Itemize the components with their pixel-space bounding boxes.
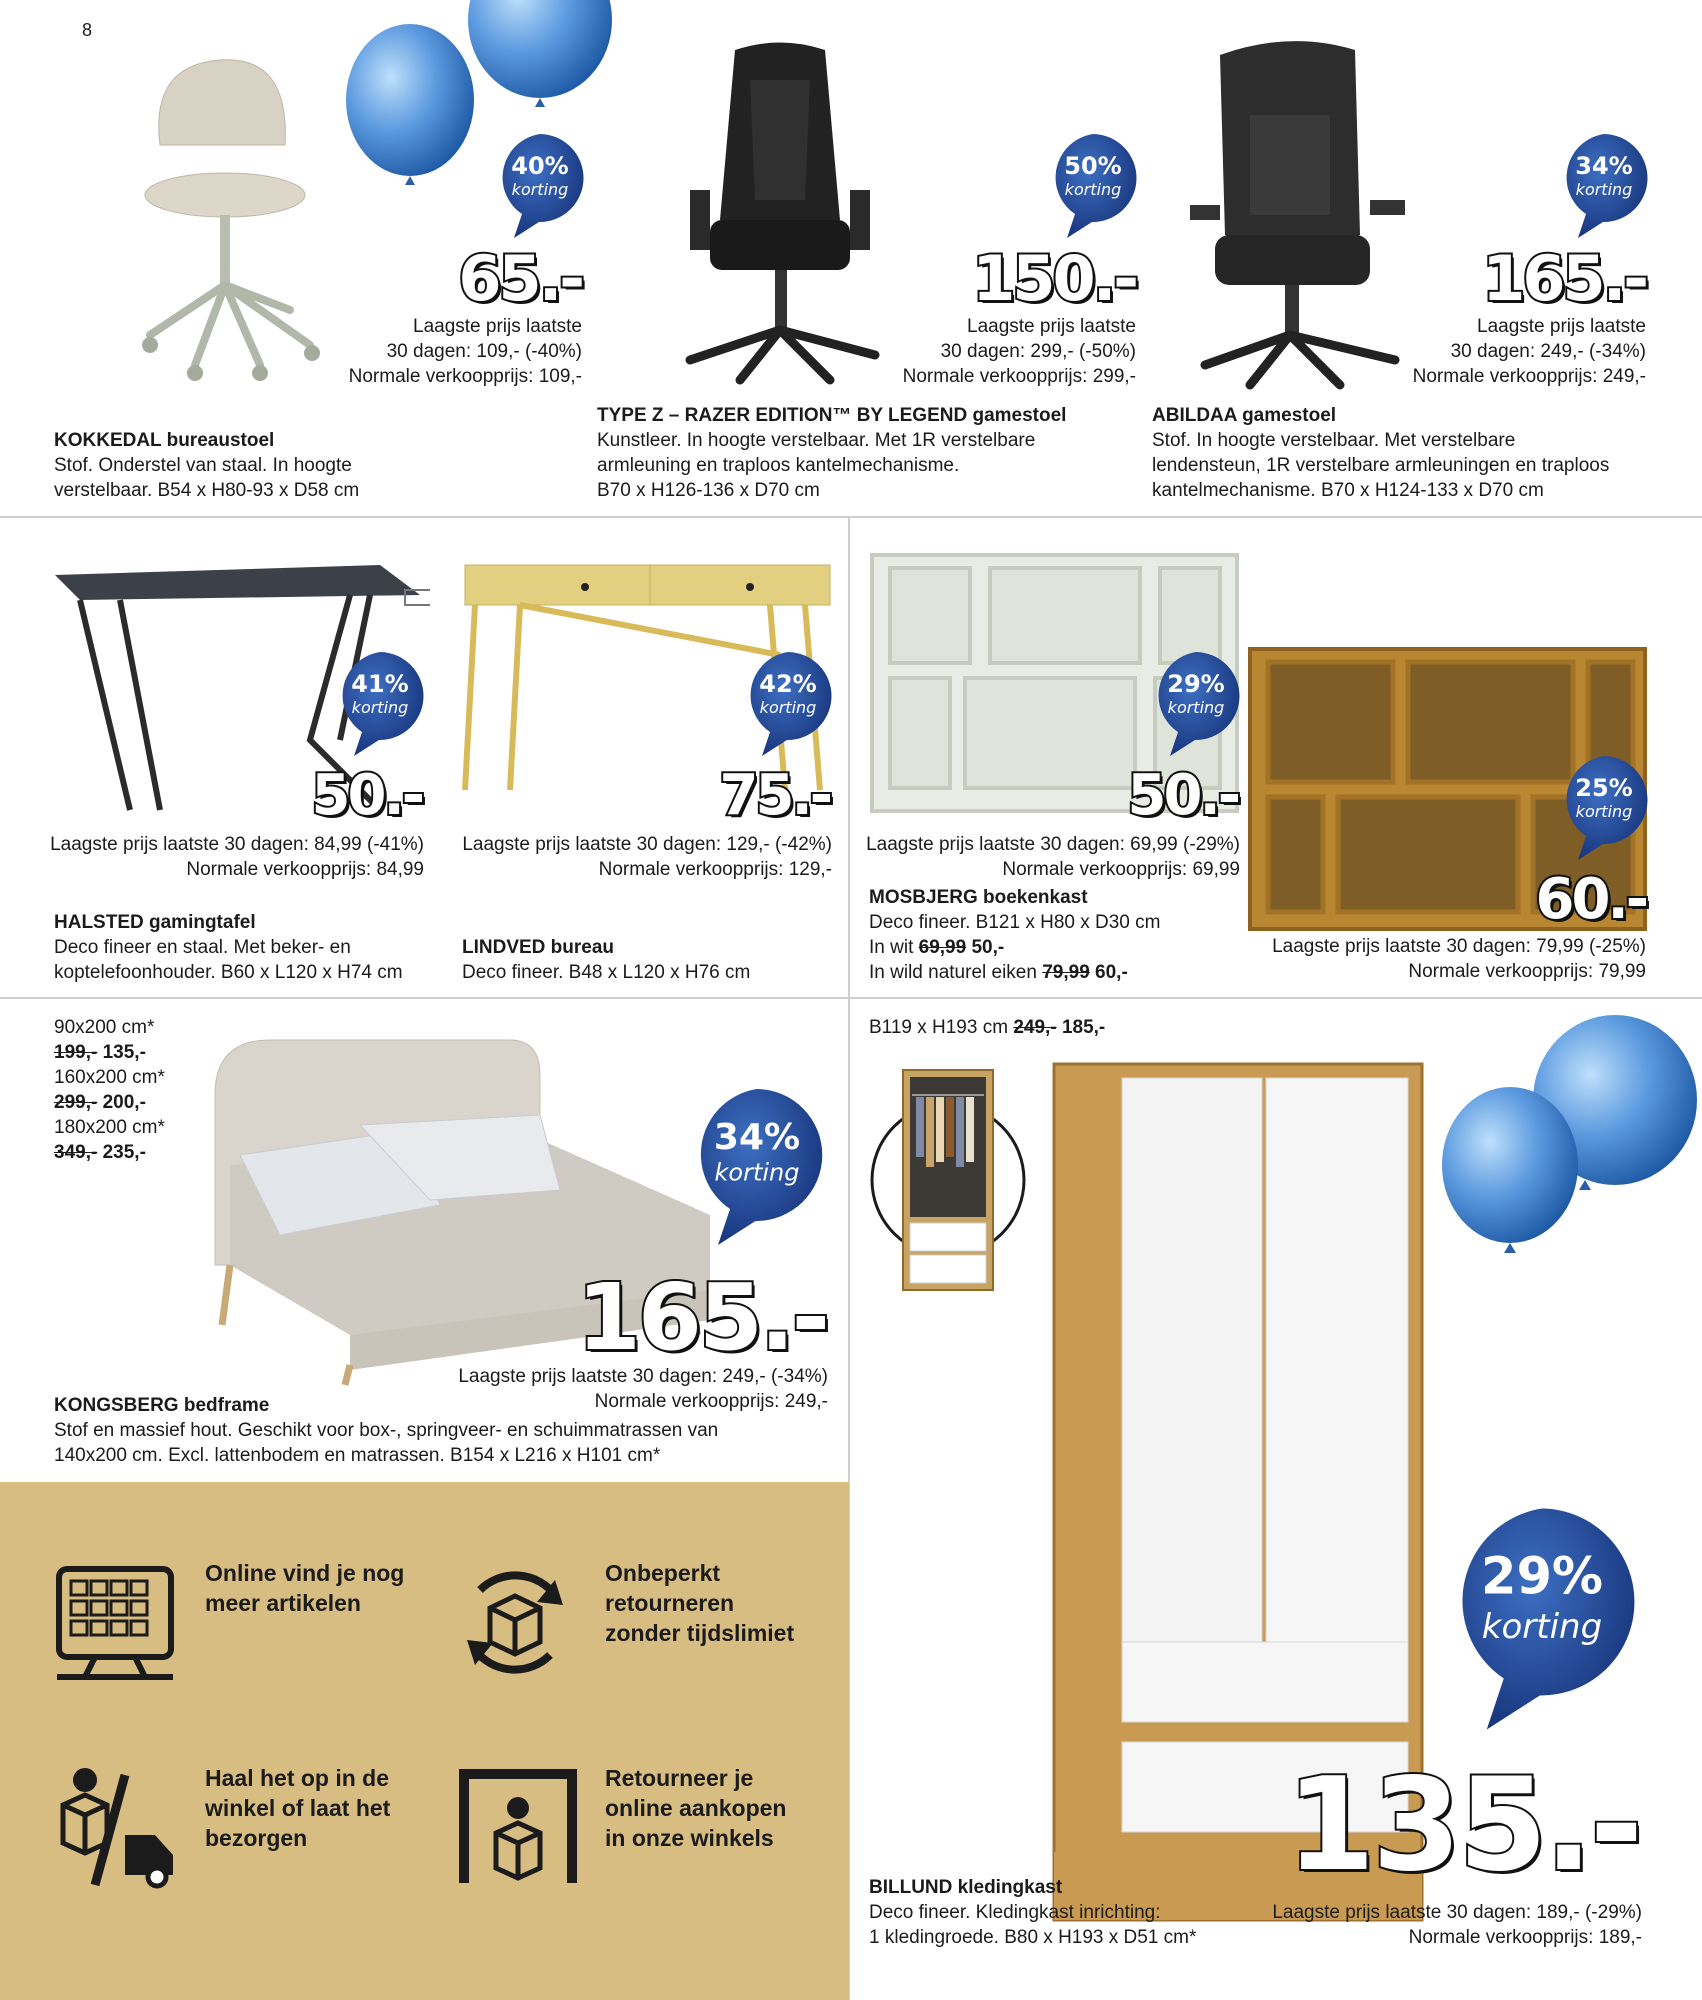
halsted-name: HALSTED gamingtafel xyxy=(54,912,256,933)
kongsberg-badge-percent: 34% xyxy=(713,1117,801,1158)
billund-name: BILLUND kledingkast xyxy=(869,1877,1063,1898)
pickup-delivery-icon xyxy=(55,1765,180,1890)
mosbjerg-info: MOSBJERG boekenkast Deco fineer. B121 x H80 x D30 cm In wit 69,99 50,- In wild naturel eiken 79,99 60,- xyxy=(869,887,1161,983)
kongsberg-size-list: 90x200 cm* 199,- 135,- 160x200 cm* 299,- 200,- 180x200 cm* 349,- 235,- xyxy=(54,1017,165,1163)
balloons-decoration xyxy=(340,0,640,200)
lindved-price: 75.- xyxy=(719,763,830,828)
mosbjerg-badge-percent: 29% xyxy=(1167,670,1225,698)
lindved-name: LINDVED bureau xyxy=(462,937,615,958)
lindved-badge-percent: 42% xyxy=(759,670,817,698)
badge-korting-label: korting xyxy=(1481,1607,1603,1648)
mosbjerg-name: MOSBJERG boekenkast xyxy=(869,887,1088,908)
badge-korting-label: korting xyxy=(511,180,569,199)
billund-price: 135.- xyxy=(1286,1751,1640,1900)
mosbjerg-variant-oak: In wild naturel eiken 79,99 60,- xyxy=(869,962,1128,983)
badge-korting-label: korting xyxy=(714,1158,800,1187)
badge-korting-label: korting xyxy=(351,698,409,717)
mosbjerg-discount-badge xyxy=(1148,648,1244,760)
kongsberg-info: KONGSBERG bedframe Stof en massief hout. Geschikt voor box-, springveer- en schuimmatrassen van 140x200 cm. Excl. lattenbodem en matrassen. B154 x L216 x H101 cm* xyxy=(54,1395,719,1466)
page-number: 8 xyxy=(82,20,93,40)
typez-discount-badge xyxy=(1045,130,1141,242)
typez-name: TYPE Z – RAZER EDITION™ BY LEGEND gamestoel xyxy=(597,405,1067,426)
abildaa-badge-percent: 34% xyxy=(1575,152,1633,180)
badge-korting-label: korting xyxy=(759,698,817,717)
typez-price: 150.- xyxy=(972,242,1136,315)
divider-row1 xyxy=(0,516,1702,518)
mosbjerg-price: 50.- xyxy=(1127,763,1238,828)
abildaa-info: ABILDAA gamestoel Stof. In hoogte verstelbaar. Met verstelbare lendensteun, 1R verstelbare armleuningen en traploos kantelmechanisme. B70 x H124-133 x D70 cm xyxy=(1152,405,1610,501)
feature-pickup-title: Haal het op in de winkel of laat het bezorgen xyxy=(205,1765,391,1851)
typez-price-note: Laagste prijs laatste 30 dagen: 299,- (-50%) Normale verkoopprijs: 299,- xyxy=(902,316,1136,387)
divider-row2 xyxy=(0,997,1702,999)
mosbjerg-oak-badge-percent: 25% xyxy=(1575,774,1633,802)
feature-online-title: Online vind je nog meer artikelen xyxy=(205,1560,405,1616)
lindved-price-note: Laagste prijs laatste 30 dagen: 129,- (-42%) Normale verkoopprijs: 129,- xyxy=(462,834,832,880)
kokkedal-badge-percent: 40% xyxy=(511,152,569,180)
halsted-badge-percent: 41% xyxy=(351,670,409,698)
halsted-info: HALSTED gamingtafel Deco fineer en staal. Met beker- en koptelefoonhouder. B60 x L120 x H74 cm xyxy=(54,912,403,983)
billund-badge-percent: 29% xyxy=(1480,1547,1604,1607)
kokkedal-discount-badge xyxy=(492,130,588,242)
kokkedal-price-note: Laagste prijs laatste 30 dagen: 109,- (-40%) Normale verkoopprijs: 109,- xyxy=(348,316,582,387)
return-box-icon xyxy=(455,1560,575,1685)
kongsberg-price-note: Laagste prijs laatste 30 dagen: 249,- (-34%) Normale verkoopprijs: 249,- xyxy=(458,1366,828,1412)
balloons-decoration-right xyxy=(1430,1015,1702,1295)
typez-chair-image xyxy=(680,40,890,390)
lindved-discount-badge xyxy=(740,648,836,760)
store-return-icon xyxy=(458,1768,578,1888)
billund-info: BILLUND kledingkast Deco fineer. Kledingkast inrichting: 1 kledingroede. B80 x H193 x D51 cm* xyxy=(869,1877,1197,1948)
abildaa-discount-badge xyxy=(1556,130,1652,242)
billund-discount-badge xyxy=(1440,1500,1644,1738)
kokkedal-info: KOKKEDAL bureaustoel Stof. Onderstel van staal. In hoogte verstelbaar. B54 x H80-93 x D58 cm xyxy=(54,430,360,501)
badge-korting-label: korting xyxy=(1575,180,1633,199)
mosbjerg-variant-white: In wit 69,99 50,- xyxy=(869,937,1005,958)
typez-badge-percent: 50% xyxy=(1064,152,1122,180)
mosbjerg-oak-price: 60.- xyxy=(1535,867,1646,932)
feature-store-return-title: Retourneer je online aankopen in onze winkels xyxy=(605,1765,787,1851)
monitor-boxes-icon xyxy=(55,1565,175,1685)
kokkedal-chair-image xyxy=(140,55,360,385)
lindved-info: LINDVED bureau Deco fineer. B48 x L120 x H76 cm xyxy=(462,937,751,983)
abildaa-name: ABILDAA gamestoel xyxy=(1152,405,1337,426)
kokkedal-name: KOKKEDAL bureaustoel xyxy=(54,430,275,451)
feature-returns-title: Onbeperkt retourneren zonder tijdslimiet xyxy=(605,1560,795,1646)
kongsberg-discount-badge xyxy=(685,1083,829,1251)
halsted-price: 50.- xyxy=(311,763,422,828)
billund-dims-price: B119 x H193 cm 249,- 185,- xyxy=(869,1017,1106,1038)
halsted-price-note: Laagste prijs laatste 30 dagen: 84,99 (-41%) Normale verkoopprijs: 84,99 xyxy=(50,834,424,880)
halsted-discount-badge xyxy=(332,648,428,760)
typez-info: TYPE Z – RAZER EDITION™ BY LEGEND gamestoel Kunstleer. In hoogte verstelbaar. Met 1R verstelbare armleuning en traploos kantelmechanisme. B70 x H126-136 x D70 cm xyxy=(597,405,1067,501)
abildaa-price: 165.- xyxy=(1482,242,1646,315)
billund-interior-inset-image xyxy=(868,1065,1028,1295)
badge-korting-label: korting xyxy=(1167,698,1225,717)
abildaa-price-note: Laagste prijs laatste 30 dagen: 249,- (-34%) Normale verkoopprijs: 249,- xyxy=(1412,316,1646,387)
billund-price-note: Laagste prijs laatste 30 dagen: 189,- (-29%) Normale verkoopprijs: 189,- xyxy=(1272,1902,1642,1948)
badge-korting-label: korting xyxy=(1064,180,1122,199)
kongsberg-price: 165.- xyxy=(576,1264,827,1371)
mosbjerg-oak-price-note: Laagste prijs laatste 30 dagen: 79,99 (-25%) Normale verkoopprijs: 79,99 xyxy=(1272,936,1646,982)
abildaa-chair-image xyxy=(1190,35,1420,395)
kongsberg-name: KONGSBERG bedframe xyxy=(54,1395,270,1416)
kokkedal-price: 65.- xyxy=(458,242,582,315)
mosbjerg-oak-discount-badge xyxy=(1556,752,1652,864)
mosbjerg-price-note: Laagste prijs laatste 30 dagen: 69,99 (-29%) Normale verkoopprijs: 69,99 xyxy=(866,834,1240,880)
badge-korting-label: korting xyxy=(1575,802,1633,821)
